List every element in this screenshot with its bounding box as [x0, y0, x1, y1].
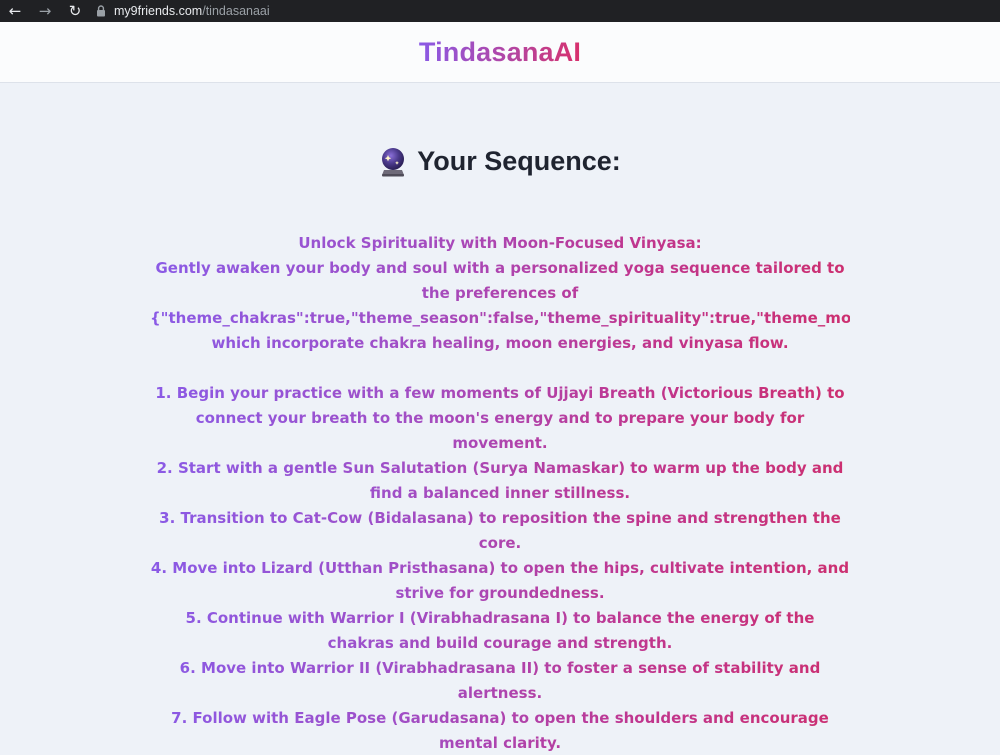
brand-logo[interactable]: TindasanaAI [418, 36, 582, 67]
sequence-heading: Unlock Spirituality with Moon-Focused Vinyasa: [298, 234, 702, 252]
lock-icon [94, 4, 108, 18]
crystal-ball-icon [379, 147, 407, 177]
step-item: 3. Transition to Cat-Cow (Bidalasana) to reposition the spine and strengthen the core. [159, 509, 841, 552]
url-path: /tindasanaai [202, 4, 270, 18]
main-content [0, 84, 1000, 755]
step-item: 6. Move into Warrior II (Virabhadrasana II) to foster a sense of stability and alertness. [179, 659, 821, 702]
page-title [0, 146, 1000, 177]
preferences-json: {"theme_chakras":true,"theme_season":false,"theme_spirituality":true,"theme_moon": [150, 309, 887, 327]
address-bar[interactable] [94, 0, 270, 22]
step-item: 2. Start with a gentle Sun Salutation (Surya Namaskar) to warm up the body and find a balanced inner stillness. [156, 459, 844, 502]
sequence-text [150, 231, 887, 755]
reload-icon[interactable]: ↻ [68, 2, 82, 20]
step-item: 1. Begin your practice with a few moments of Ujjayi Breath (Victorious Breath) to connect your breath to the moon's energy and to prepare your body for movement. [155, 384, 845, 452]
spacer [150, 356, 850, 381]
url-host: my9friends.com [114, 4, 203, 18]
browser-toolbar [0, 0, 1000, 22]
sequence-intro: Gently awaken your body and soul with a personalized yoga sequence tailored to the preferences of [155, 259, 845, 302]
sequence-title: Your Sequence: [417, 146, 621, 176]
forward-arrow-icon[interactable]: → [38, 2, 52, 20]
step-item: 5. Continue with Warrior I (Virabhadrasana I) to balance the energy of the chakras and build courage and strength. [185, 609, 815, 652]
app-header [0, 22, 1000, 83]
back-arrow-icon[interactable]: ← [8, 2, 22, 20]
step-item: 7. Follow with Eagle Pose (Garudasana) to open the shoulders and encourage mental clarity. [171, 709, 829, 752]
sequence-intro-end: which incorporate chakra healing, moon energies, and vinyasa flow. [211, 334, 789, 352]
step-item: 4. Move into Lizard (Utthan Pristhasana) to open the hips, cultivate intention, and strive for groundedness. [150, 559, 850, 602]
